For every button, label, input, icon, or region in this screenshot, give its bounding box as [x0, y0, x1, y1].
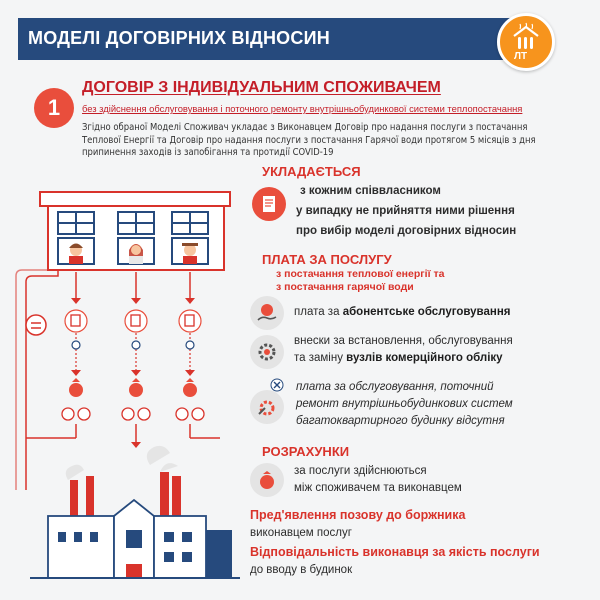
apartment-building-icon	[40, 192, 230, 270]
flow-columns	[26, 272, 220, 448]
meter-icon	[26, 315, 46, 335]
section-number: 1	[34, 88, 74, 128]
concluded-line-2: у випадку не прийняття ними рішення	[296, 205, 515, 217]
concluded-line-1: з кожним співвласником	[300, 185, 441, 197]
payment-item-3-line-3: багатоквартирного будинку відсутня	[296, 415, 505, 427]
money-bag-icon	[69, 378, 197, 397]
payment-item-3-line-2: ремонт внутрішньобудинкових систем	[296, 398, 513, 410]
pipe-icon	[16, 266, 58, 490]
header	[0, 0, 600, 68]
payment-item-3-line-1: плата за обслуговування, поточний	[296, 381, 494, 393]
contract-title: ДОГОВІР З ІНДИВІДУАЛЬНИМ СПОЖИВАЧЕМ	[82, 79, 441, 96]
cross-icon	[270, 378, 284, 392]
payment-sub-2: з постачання гарячої води	[276, 281, 414, 293]
hand-coin-icon	[250, 296, 284, 330]
gear-icon	[250, 335, 284, 369]
payment-item-2-icon-bg	[250, 335, 284, 369]
payment-item-1-bold: абонентське обслуговування	[342, 306, 511, 318]
settlements-line-2: між споживачем та виконавцем	[294, 482, 462, 494]
payment-item-1	[294, 305, 510, 320]
claim-heading: Пред'явлення позову до боржника	[250, 508, 466, 522]
claim-text: виконавцем послуг	[250, 527, 352, 539]
logo-text: ЛТ	[514, 51, 528, 62]
power-plant-icon	[30, 446, 240, 578]
responsibility-text: до вводу в будинок	[250, 564, 353, 576]
repair-icon	[250, 390, 284, 424]
responsibility-heading: Відповідальність виконавця за якість послуги	[250, 545, 540, 559]
payment-item-1-pre: плата за	[294, 306, 343, 318]
payment-sub-1: з постачання теплової енергії та	[276, 268, 445, 280]
payment-item-2-pre: та заміну	[294, 352, 347, 364]
settlements-icon-bg	[250, 463, 284, 497]
payment-item-3-icon-bg	[250, 390, 284, 424]
logo	[497, 13, 555, 71]
settlements-heading: РОЗРАХУНКИ	[262, 444, 350, 459]
payment-item-1-icon-bg	[250, 296, 284, 330]
contract-description: Згідно обраної Моделі Споживач укладає з Виконавцем Договір про надання послуги з постачання Теплової Енергії та Договір про надання послуги з постачання Гарячої води протягом 5 місяців з дня припинення заходів із запобігання та протидії COVID-19	[82, 122, 536, 158]
settlements-line-1: за послуги здійснюються	[294, 465, 427, 477]
page-title: МОДЕЛІ ДОГОВІРНИХ ВІДНОСИН	[28, 28, 330, 48]
document-icon	[65, 310, 201, 332]
document-icon	[252, 187, 286, 221]
money-bag-icon	[250, 463, 284, 497]
contract-subtitle: без здійснення обслуговування і поточного ремонту внутрішньобудинкової системи теплопостачання	[82, 103, 523, 114]
payment-item-2-line-2	[294, 351, 503, 366]
concluded-line-3: про вибір моделі договірних відносин	[296, 225, 517, 237]
illustration	[10, 180, 250, 600]
concluded-heading: УКЛАДАЄТЬСЯ	[262, 164, 361, 179]
payment-item-2-line-1: внески за встановлення, обслуговування	[294, 335, 513, 347]
contract-icon	[252, 187, 286, 221]
payment-item-2-bold: вузлів комерційного обліку	[346, 352, 503, 364]
payment-heading: ПЛАТА ЗА ПОСЛУГУ	[262, 252, 392, 267]
